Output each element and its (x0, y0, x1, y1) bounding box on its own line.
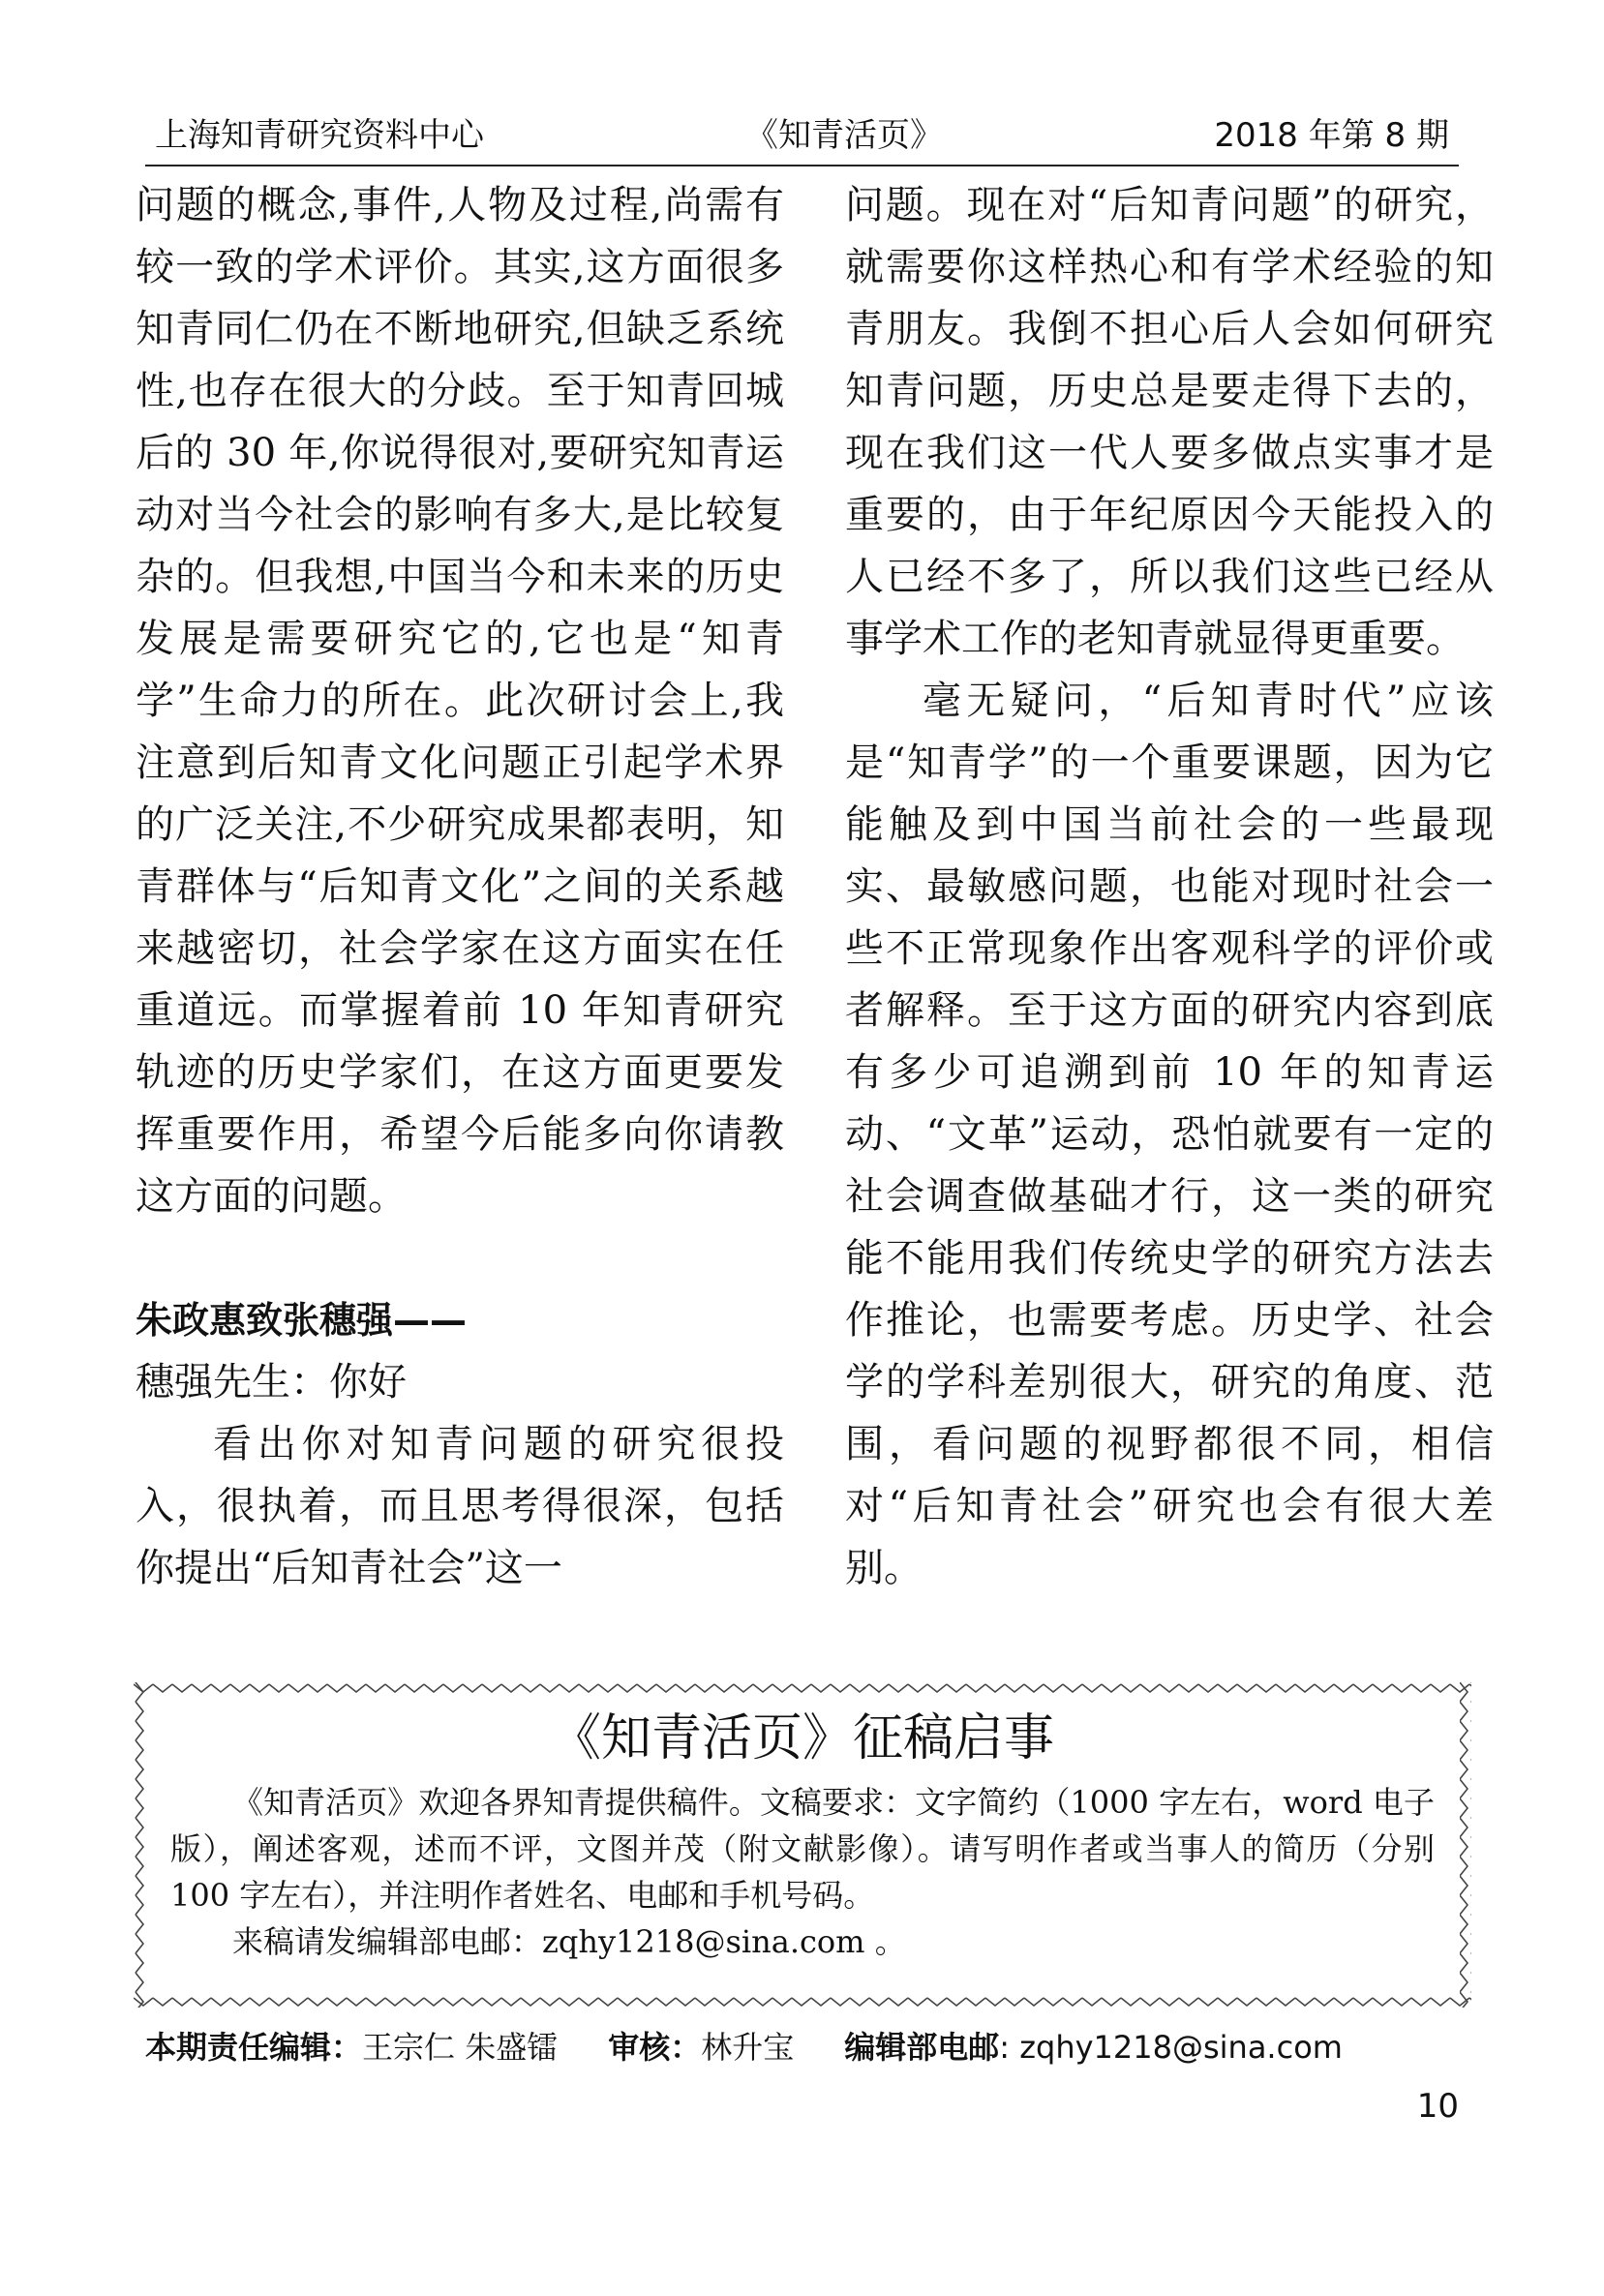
left-column (136, 174, 784, 1599)
notice-content (170, 1704, 1435, 1965)
notice-title: 《知青活页》征稿启事 (550, 1709, 1054, 1767)
left-paragraph-2: 看出你对知青问题的研究很投入，很执着，而且思考得很深，包括你提出“后知青社会”这一 (136, 1422, 784, 1590)
letter-title: 朱政惠致张穗强—— (136, 1299, 468, 1342)
right-paragraph-2: 毫无疑问，“后知青时代”应该是“知青学”的一个重要课题，因为它能触及到中国当前社会的一些最现实、最敏感问题，也能对现时社会一些不正常现象作出客观科学的评价或者解释。至于这方面的研究内容到底有多少可追溯到前 10 年的知青运动、“文革”运动，恐怕就要有一定的社会调查做基础才行，这一类的研究能不能用我们传统史学的研究方法去作推论，也需要考虑。历史学、社会学的学科差别很大，研究的角度、范围，看问题的视野都很不同，相信对“后知青社会”研究也会有很大差别。 (845, 679, 1494, 1590)
notice-email-line: 来稿请发编辑部电邮：zqhy1218@sina.com 。 (232, 1923, 906, 1960)
running-header (145, 108, 1459, 163)
reviewer-name: 林升宝 (701, 2029, 795, 2066)
header-publisher: 上海知青研究资料中心 (155, 116, 484, 155)
page-number: 10 (1416, 2087, 1459, 2126)
review-label: 审核： (608, 2029, 702, 2066)
header-journal-title: 《知青活页》 (745, 116, 943, 155)
editor-footer (145, 2023, 1343, 2068)
letter-greeting: 穗强先生：你好 (136, 1360, 407, 1405)
header-issue: 2018 年第 8 期 (1214, 116, 1449, 155)
notice-body: 《知青活页》欢迎各界知青提供稿件。文稿要求：文字简约（1000 字左右，word 电子版），阐述客观，述而不评，文图并茂（附文献影像）。请写明作者或当事人的简历（分别 100 字左右），并注明作者姓名、电邮和手机号码。 (170, 1784, 1435, 1914)
header-rule (145, 165, 1459, 166)
call-for-papers-box (134, 1682, 1471, 2008)
right-column (845, 174, 1494, 1599)
paragraph-spacer (136, 1227, 784, 1289)
editor-label: 本期责任编辑： (145, 2029, 363, 2066)
left-paragraph-1: 问题的概念,事件,人物及过程,尚需有较一致的学术评价。其实,这方面很多知青同仁仍在不断地研究,但缺乏系统性,也存在很大的分歧。至于知青回城后的 30 年,你说得很对,要研究知青运动对当今社会的影响有多大,是比较复杂的。但我想,中国当今和未来的历史发展是需要研究它的,它也是“知青学”生命力的所在。此次研讨会上,我注意到后知青文化问题正引起学术界的广泛关注,不少研究成果都表明，知青群体与“后知青文化”之间的关系越来越密切，社会学家在这方面实在任重道远。而掌握着前 10 年知青研究轨迹的历史学家们，在这方面更要发挥重要作用，希望今后能多向你请教这方面的问题。 (136, 183, 784, 1219)
right-paragraph-1: 问题。现在对“后知青问题”的研究，就需要你这样热心和有学术经验的知青朋友。我倒不担心后人会如何研究知青问题，历史总是要走得下去的，现在我们这一代人要多做点实事才是重要的，由于年纪原因今天能投入的人已经不多了，所以我们这些已经从事学术工作的老知青就显得更重要。 (845, 183, 1494, 661)
footer-email: : zqhy1218@sina.com (999, 2029, 1343, 2066)
email-label: 编辑部电邮 (844, 2029, 1000, 2066)
editor-names: 王宗仁 朱盛镭 (362, 2029, 559, 2066)
